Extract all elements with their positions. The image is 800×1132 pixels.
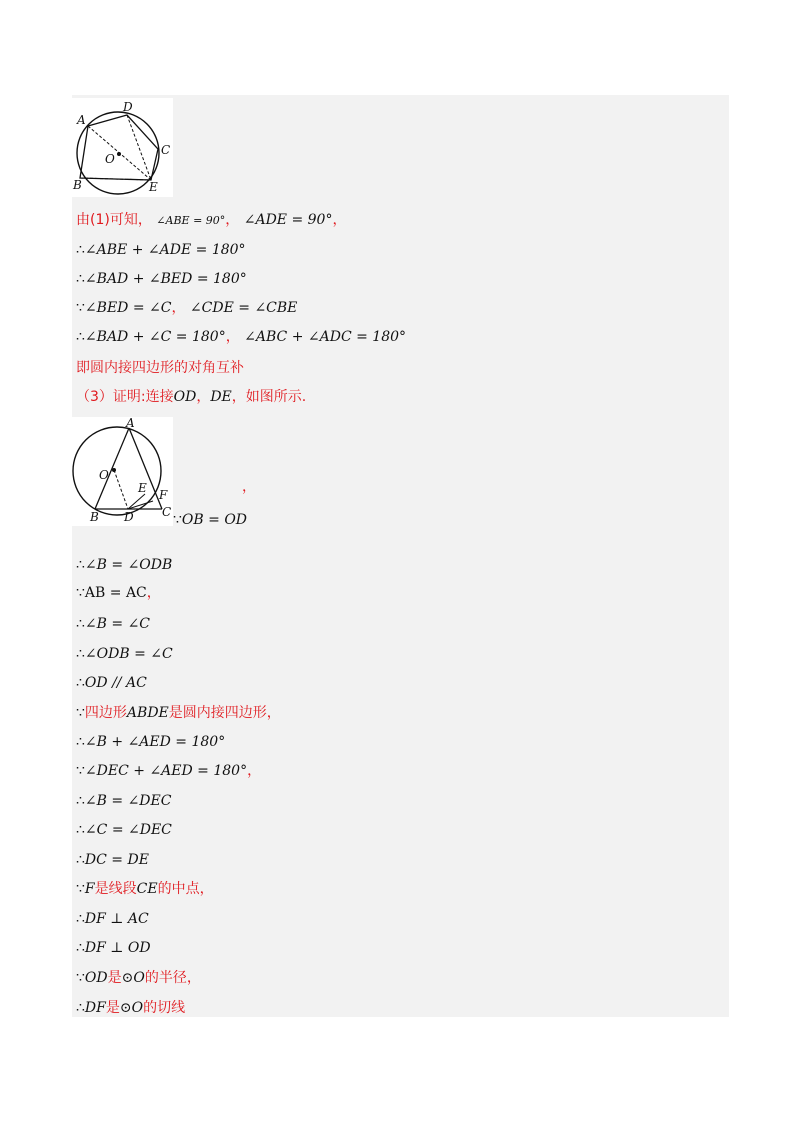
math-expr: ∠BED = ∠C	[84, 300, 172, 316]
label-a: A	[126, 417, 135, 430]
line-5	[76, 328, 406, 346]
line-18	[76, 821, 172, 839]
therefore-symbol: ∴	[76, 940, 85, 956]
line-2	[76, 241, 246, 259]
stray-comma	[242, 478, 256, 496]
line-15	[76, 733, 225, 751]
math-expr: ∠ADE = 90°	[243, 212, 333, 228]
line-14	[76, 704, 281, 722]
segment-ac	[129, 428, 162, 509]
text-red: ，如图所示.	[231, 389, 307, 405]
therefore-symbol: ∴	[76, 675, 85, 691]
math-expr: OB = OD	[181, 512, 248, 528]
line-21	[76, 910, 149, 928]
math-expr: F	[84, 881, 95, 897]
therefore-symbol: ∴	[76, 793, 85, 809]
line-17	[76, 792, 171, 810]
line-23	[76, 969, 201, 987]
therefore-symbol: ∴	[76, 646, 85, 662]
figure-1-svg	[72, 98, 173, 197]
math-expr: ∠CDE = ∠CBE	[189, 300, 298, 316]
math-expr: ∠ABC + ∠ADC = 180°	[244, 329, 407, 345]
therefore-symbol: ∴	[76, 734, 85, 750]
label-b: B	[73, 178, 82, 192]
therefore-symbol: ∴	[76, 911, 85, 927]
therefore-symbol: ∴	[76, 822, 85, 838]
text-red: 即圆内接四边形的对角互补	[76, 360, 244, 376]
line-10	[76, 584, 161, 602]
text-red: 由(1)可知，	[76, 212, 152, 228]
label-o: O	[99, 468, 109, 482]
line-3	[76, 270, 247, 288]
because-symbol: ∵	[173, 512, 182, 528]
line-8	[173, 511, 247, 529]
line-13	[76, 674, 147, 692]
line-16	[76, 762, 261, 780]
label-a: A	[77, 113, 86, 127]
line-4	[76, 299, 297, 317]
text-red: 是线段	[94, 881, 137, 897]
label-e: E	[149, 180, 158, 194]
label-d: D	[123, 100, 133, 114]
math-expr: ∠B = ∠DEC	[84, 793, 172, 809]
therefore-symbol: ∴	[76, 557, 85, 573]
because-symbol: ∵	[76, 585, 85, 601]
figure-2-svg	[72, 417, 173, 526]
line-1	[76, 211, 346, 230]
therefore-symbol: ∴	[76, 852, 85, 868]
text-red: （3）证明:连接	[76, 389, 174, 405]
math-expr: OD	[84, 970, 108, 986]
label-d: D	[124, 510, 134, 524]
math-expr: DF	[84, 1000, 106, 1016]
label-b: B	[90, 510, 99, 524]
math-expr: ∠B + ∠AED = 180°	[84, 734, 226, 750]
math-expr: ∠B = ∠C	[84, 616, 151, 632]
label-f: F	[159, 488, 168, 502]
therefore-symbol: ∴	[76, 271, 85, 287]
therefore-symbol: ∴	[76, 242, 85, 258]
therefore-symbol: ∴	[76, 616, 85, 632]
figure-cyclic-quadrilateral	[72, 98, 173, 197]
math-expr: ∠BAD + ∠BED = 180°	[84, 271, 247, 287]
line-7	[76, 388, 306, 406]
math-expr: ∠ABE = 90°	[156, 214, 226, 227]
label-e: E	[138, 481, 147, 495]
text-red: 是	[105, 1000, 120, 1016]
math-expr: ABDE	[126, 705, 169, 721]
math-expr: ⊙O	[119, 1000, 144, 1016]
label-c: C	[162, 505, 172, 519]
because-symbol: ∵	[76, 970, 85, 986]
because-symbol: ∵	[76, 763, 85, 779]
text-red: ，	[146, 585, 161, 601]
math-expr: ⊙O	[121, 970, 145, 986]
math-expr: ∠ABE + ∠ADE = 180°	[84, 242, 246, 258]
center-point	[117, 152, 121, 156]
math-expr: OD	[173, 389, 197, 405]
line-11	[76, 615, 150, 633]
text-red: ，	[225, 329, 240, 345]
line-22	[76, 939, 151, 957]
text-red: 的半径，	[144, 970, 201, 986]
math-expr: ∠B = ∠ODB	[84, 557, 173, 573]
math-expr: DC = DE	[84, 852, 149, 868]
text-red: ，	[171, 300, 186, 316]
segment-be	[80, 178, 151, 180]
math-expr: CE	[136, 881, 158, 897]
math-expr: DE	[210, 389, 232, 405]
label-o: O	[105, 152, 115, 166]
math-expr: OD // AC	[84, 675, 147, 691]
label-c: C	[161, 143, 171, 157]
text-red: 是	[107, 970, 122, 986]
text-red: ，	[242, 479, 256, 495]
text-red: 四边形	[84, 705, 127, 721]
text-red: ，	[247, 763, 262, 779]
text-red: ，	[196, 389, 211, 405]
because-symbol: ∵	[76, 705, 85, 721]
math-expr: ∠C = ∠DEC	[84, 822, 172, 838]
text-red: 的切线	[143, 1000, 186, 1016]
therefore-symbol: ∴	[76, 329, 85, 345]
figure-tangent-proof	[72, 417, 173, 526]
math-expr: ∠ODB = ∠C	[84, 646, 173, 662]
polygon-adceb	[80, 115, 158, 180]
math-expr: ∠DEC + ∠AED = 180°	[84, 763, 248, 779]
line-24	[76, 999, 185, 1017]
line-20	[76, 880, 214, 898]
line-9	[76, 556, 172, 574]
because-symbol: ∵	[76, 881, 85, 897]
math-expr: AB = AC	[84, 585, 147, 601]
line-12	[76, 645, 173, 663]
math-expr: DF ⊥ OD	[84, 940, 151, 956]
line-19	[76, 851, 149, 869]
because-symbol: ∵	[76, 300, 85, 316]
therefore-symbol: ∴	[76, 1000, 85, 1016]
math-expr: DF ⊥ AC	[84, 911, 149, 927]
text-red: 是圆内接四边形，	[168, 705, 281, 721]
text-red: ，	[225, 212, 240, 228]
center-point	[112, 468, 116, 472]
math-expr: ∠BAD + ∠C = 180°	[84, 329, 226, 345]
circle-o	[73, 427, 161, 515]
text-red: ，	[332, 212, 347, 228]
text-red: 的中点，	[157, 881, 214, 897]
segment-od	[114, 470, 128, 509]
line-6	[76, 359, 244, 377]
